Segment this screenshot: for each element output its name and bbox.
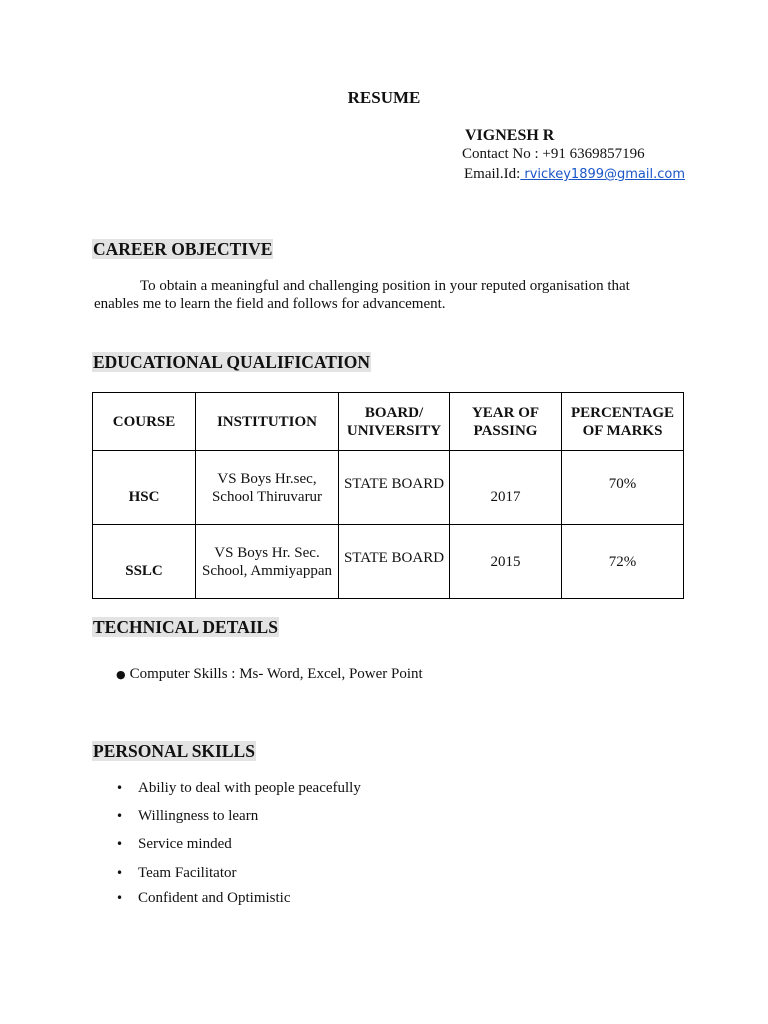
bullet-icon: •	[116, 891, 124, 905]
table-row	[93, 451, 684, 525]
column-header: YEAR OF PASSING	[450, 393, 562, 451]
cell-year: 2017	[450, 451, 562, 525]
column-header: COURSE	[93, 393, 196, 451]
column-header: BOARD/ UNIVERSITY	[339, 393, 450, 451]
cell-board: STATE BOARD	[339, 451, 450, 525]
section-heading-technical: TECHNICAL DETAILS	[93, 617, 278, 637]
email-link[interactable]: rvickey1899@gmail.com	[520, 167, 686, 182]
column-header: INSTITUTION	[196, 393, 339, 451]
cell-percent: 70%	[562, 451, 684, 525]
bullet-icon: ●	[116, 668, 126, 681]
contact-number: Contact No : +91 6369857196	[462, 146, 645, 162]
education-table	[92, 392, 684, 599]
bullet-icon: •	[116, 866, 124, 880]
table-row	[93, 525, 684, 599]
list-item: • Team Facilitator	[116, 865, 237, 881]
career-objective-text: To obtain a meaningful and challenging position in your reputed organisation that enables me to learn the field and follows for advancement.	[94, 278, 630, 312]
list-item: • Confident and Optimistic	[116, 890, 291, 906]
cell-year: 2015	[450, 525, 562, 599]
cell-institution: VS Boys Hr. Sec. School, Ammiyappan	[196, 525, 339, 599]
list-item: • Willingness to learn	[116, 808, 259, 824]
list-item: • Abiliy to deal with people peacefully	[116, 780, 361, 796]
cell-course: SSLC	[93, 525, 196, 599]
section-heading-career: CAREER OBJECTIVE	[93, 239, 273, 259]
bullet-icon: •	[116, 781, 124, 795]
cell-board: STATE BOARD	[339, 525, 450, 599]
cell-course: HSC	[93, 451, 196, 525]
cell-percent: 72%	[562, 525, 684, 599]
bullet-icon: •	[116, 809, 124, 823]
list-item: • Service minded	[116, 836, 232, 852]
section-heading-personal: PERSONAL SKILLS	[93, 741, 255, 761]
cell-institution: VS Boys Hr.sec, School Thiruvarur	[196, 451, 339, 525]
bullet-icon: •	[116, 837, 124, 851]
list-item: ● Computer Skills : Ms- Word, Excel, Power Point	[116, 666, 423, 682]
email-label: Email.Id:	[464, 166, 521, 182]
section-heading-education: EDUCATIONAL QUALIFICATION	[93, 352, 370, 372]
table-header-row	[93, 393, 684, 451]
column-header: PERCENTAGE OF MARKS	[562, 393, 684, 451]
email-line	[464, 166, 685, 183]
candidate-name: VIGNESH R	[465, 127, 555, 144]
document-title: RESUME	[347, 88, 421, 107]
